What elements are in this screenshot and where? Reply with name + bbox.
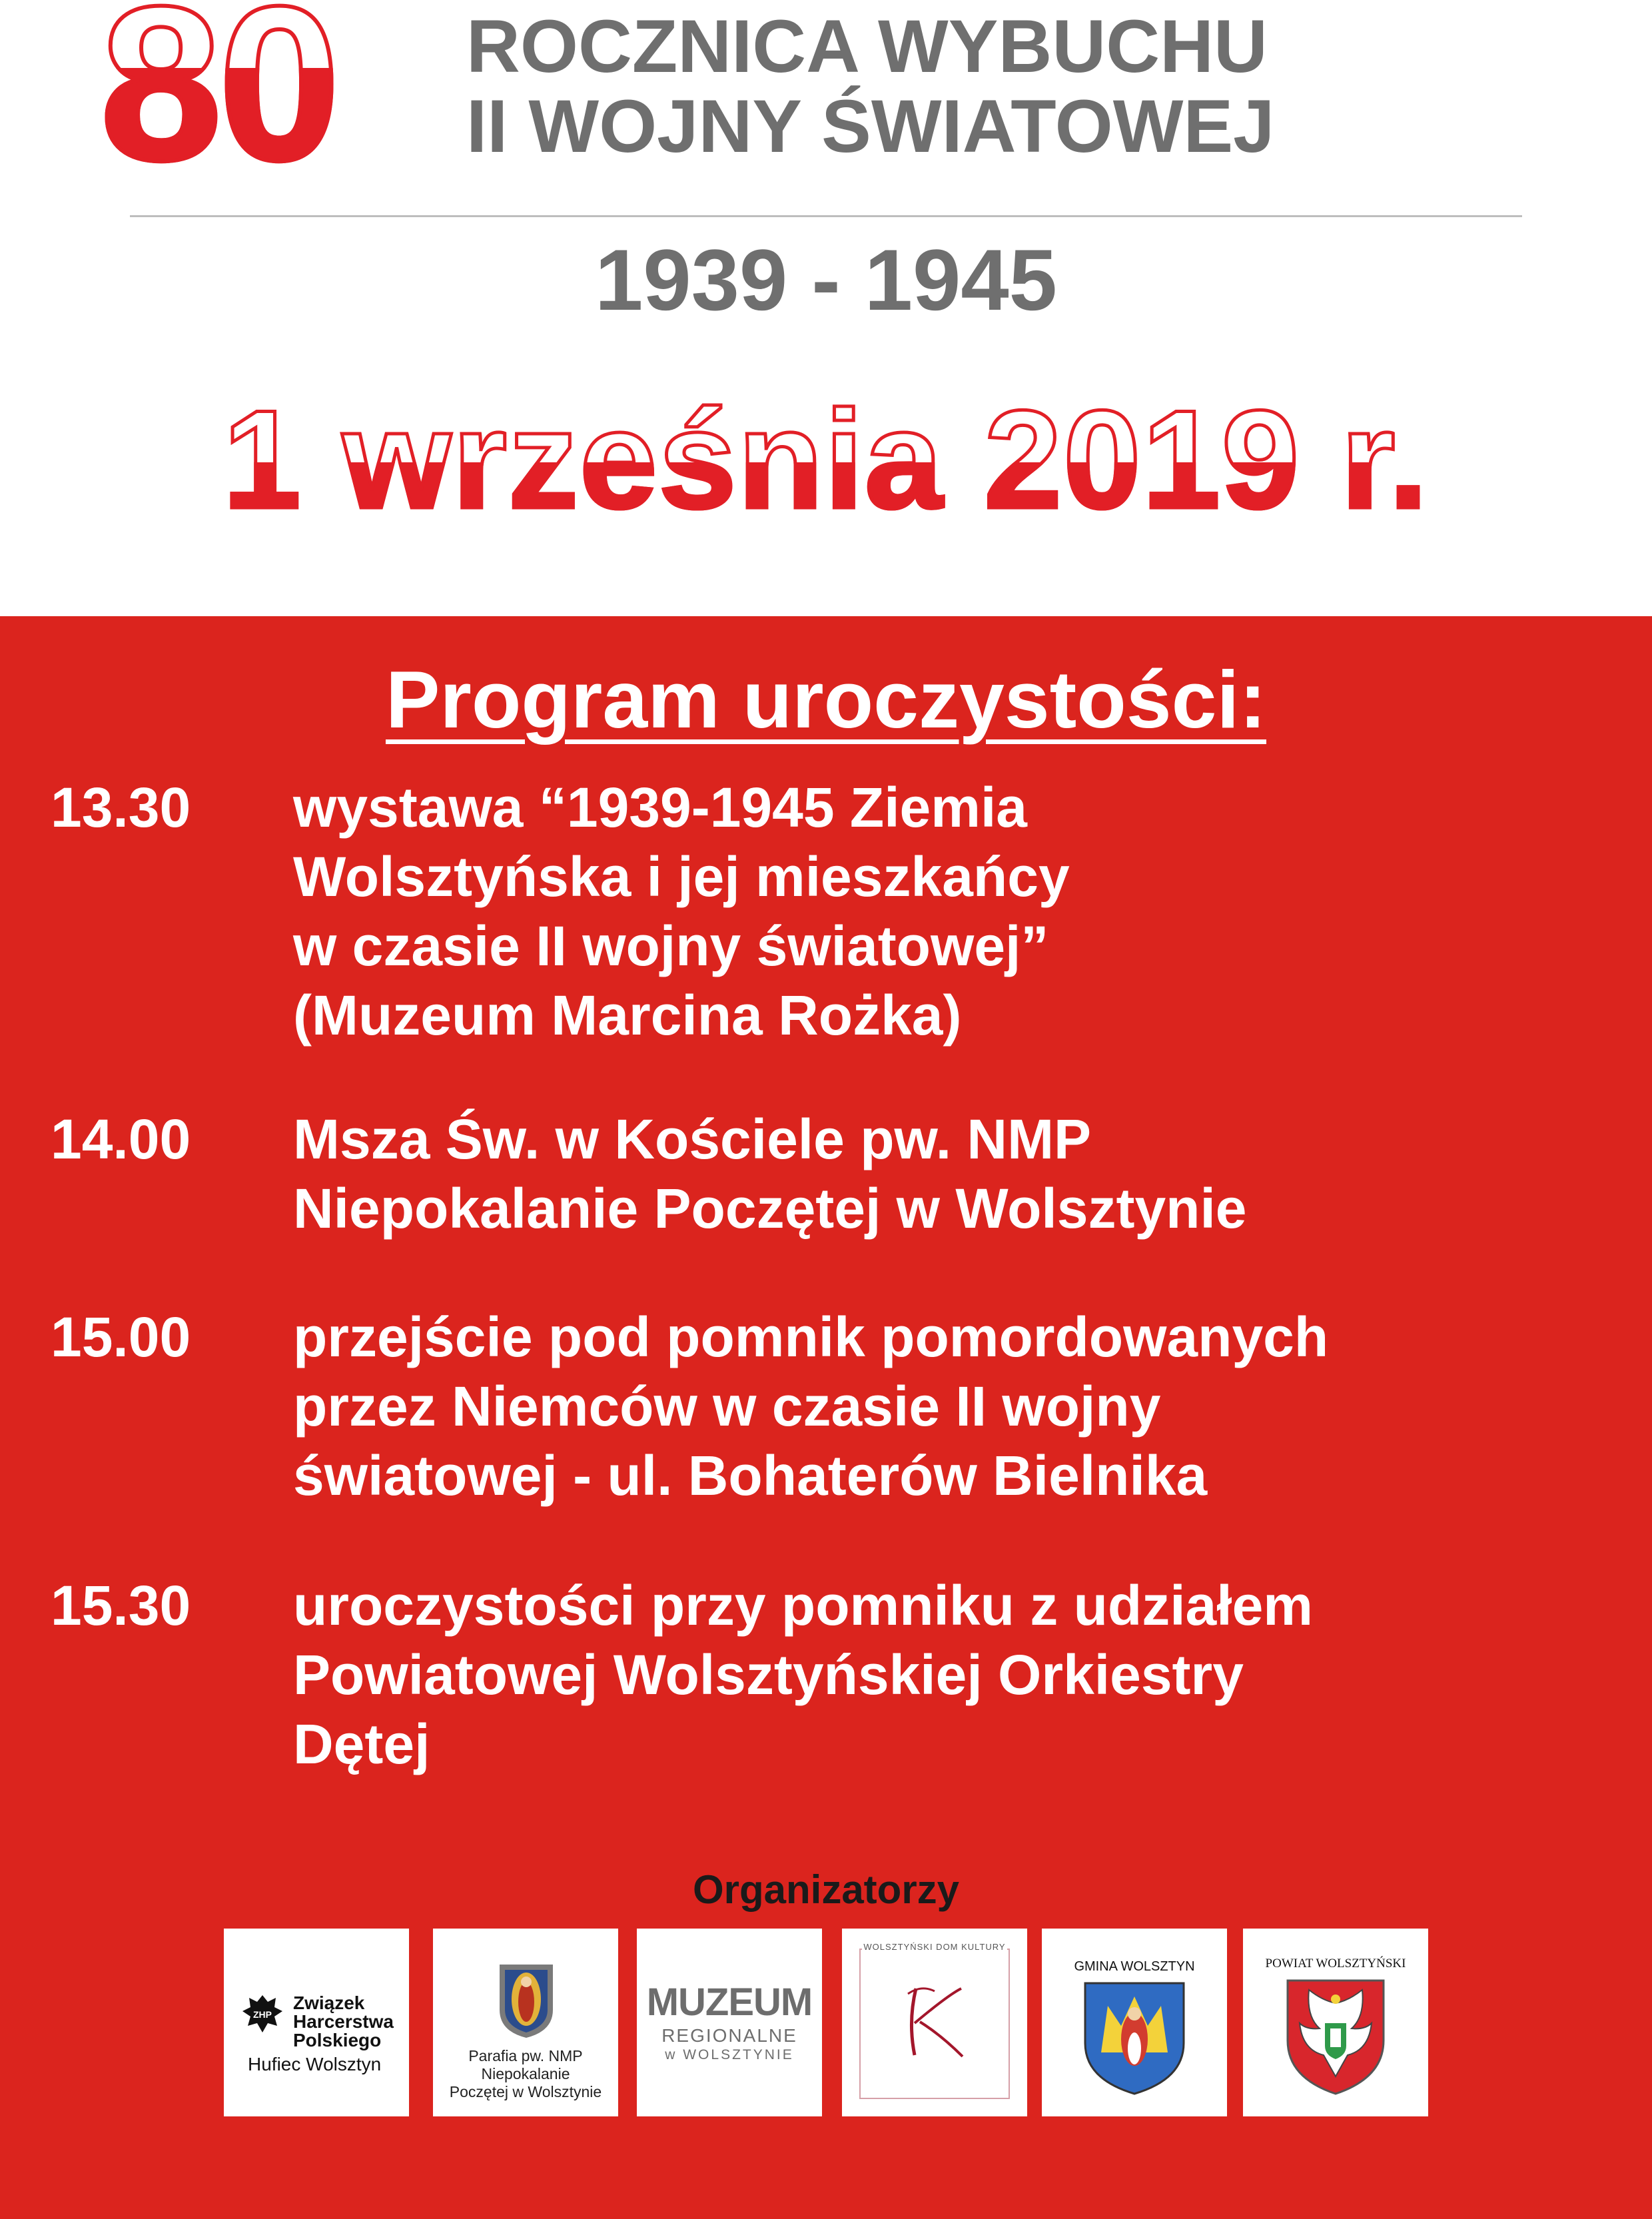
zhp-line-2: Harcerstwa: [293, 2011, 394, 2032]
program-item-1-time: 13.30: [51, 776, 191, 839]
program-title-text: Program uroczystości:: [385, 654, 1267, 745]
program-item-1-text: wystawa “1939-1945 Ziemia Wolsztyńska i jej mieszkańcy w czasie II wojny światowej” (Muzeum Marcina Rożka): [293, 776, 1070, 1047]
parafia-line-3: Poczętej w Wolsztynie: [449, 2083, 602, 2100]
zhp-hufiec: Hufiec Wolsztyn: [248, 2054, 382, 2074]
gmina-label: GMINA WOLSZTYN: [1074, 1959, 1195, 1974]
organizers-title: Organizatorzy: [692, 1867, 960, 1912]
program-item-3-time: 15.00: [51, 1306, 191, 1368]
program-item-2-time: 14.00: [51, 1108, 191, 1170]
parafia-line-2: Niepokalanie: [481, 2065, 570, 2082]
program-item-3-text: przejście pod pomnik pomordowanych przez Niemców w czasie II wojny światowej - ul. Bohaterów Bielnika: [293, 1306, 1329, 1507]
logo-wdk: [842, 1929, 1027, 2116]
logo-zhp: [224, 1929, 409, 2116]
event-date: 1 września 2019 r.: [0, 390, 1652, 530]
wdk-monogram-icon: [888, 1975, 981, 2068]
headline-line-1: ROCZNICA WYBUCHU: [466, 5, 1268, 88]
madonna-icon: [494, 1958, 558, 2039]
anniversary-number: 80: [100, 0, 336, 193]
headline-line-2: II WOJNY ŚWIATOWEJ: [466, 85, 1275, 168]
logo-powiat: [1243, 1929, 1428, 2116]
header-divider: [130, 215, 1522, 217]
muzeum-line-1: MUZEUM: [646, 1981, 813, 2024]
logo-muzeum: [637, 1929, 822, 2116]
program-title: [0, 653, 1652, 746]
powiat-eagle-icon: [1282, 1977, 1389, 2096]
logo-gmina: [1042, 1929, 1227, 2116]
program-item-2-text: Msza Św. w Kościele pw. NMP Niepokalanie Poczętej w Wolsztynie: [293, 1108, 1247, 1240]
muzeum-line-3: w WOLSZTYNIE: [665, 2047, 794, 2062]
program-item-4-text: uroczystości przy pomniku z udziałem Powiatowej Wolsztyńskiej Orkiestry Dętej: [293, 1574, 1313, 1775]
muzeum-line-2: REGIONALNE: [661, 2025, 797, 2046]
program-item-4-time: 15.30: [51, 1574, 191, 1637]
logo-parafia: [433, 1929, 618, 2116]
headline: [466, 7, 1274, 167]
parafia-line-1: Parafia pw. NMP: [468, 2047, 583, 2064]
powiat-label: POWIAT WOLSZTYŃSKI: [1265, 1957, 1406, 1971]
zhp-line-3: Polskiego: [293, 2030, 382, 2050]
years-range: 1939 - 1945: [595, 231, 1057, 328]
gmina-coat-of-arms-icon: [1081, 1979, 1188, 2096]
svg-text:ZHP: ZHP: [253, 2009, 272, 2020]
zhp-line-1: Związek: [293, 1993, 365, 2013]
wdk-ring-text: WOLSZTYŃSKI DOM KULTURY: [862, 1942, 1007, 1952]
